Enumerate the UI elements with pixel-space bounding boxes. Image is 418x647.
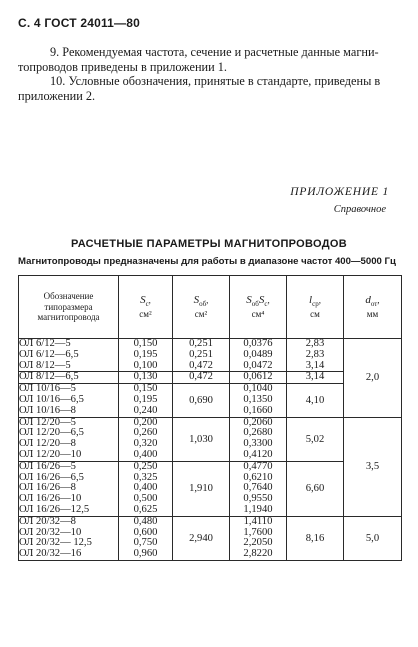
sob-value: 0,472 — [189, 359, 213, 371]
sc-value: 0,195 — [133, 393, 158, 405]
product-value: 2,8220 — [243, 548, 273, 560]
column-header-sob: $S_{об}$, см² — [173, 276, 230, 339]
product-value: 0,3300 — [243, 438, 273, 450]
column-unit: см — [310, 308, 320, 319]
sob-cell — [173, 384, 230, 417]
paragraph-9 — [18, 45, 404, 75]
paragraph-9-first-line: 9. Рекомендуемая частота, сечение и расчетные данные магни- — [50, 45, 379, 59]
sob-cell — [173, 339, 230, 372]
sc-value: 0,260 — [133, 427, 158, 439]
lcp-value: 5,02 — [305, 433, 325, 445]
column-header-product: $S_{об}S_c$, см⁴ — [230, 276, 287, 339]
sc-value: 0,625 — [133, 503, 158, 515]
sob-value: 0,251 — [189, 348, 213, 360]
dot-cell — [344, 417, 402, 516]
designation: ОЛ 10/16—5 — [19, 383, 76, 395]
product-value: 0,0489 — [243, 348, 273, 360]
product-value: 0,0376 — [243, 338, 273, 349]
designation-cell — [19, 384, 119, 417]
designation: ОЛ 16/26—6,5 — [19, 471, 84, 483]
designation: ОЛ 16/26—8 — [19, 482, 76, 494]
designation: ОЛ 10/16—6,5 — [19, 393, 84, 405]
designation: ОЛ 16/26—10 — [19, 493, 82, 505]
lcp-cell — [287, 461, 344, 516]
table-header-row — [19, 276, 402, 339]
product-value: 1,1940 — [243, 503, 273, 515]
column-unit: см² — [194, 308, 208, 319]
sc-value: 0,100 — [133, 359, 158, 371]
lcp-cell — [287, 372, 344, 384]
sc-cell — [119, 372, 173, 384]
sob-cell — [173, 417, 230, 461]
lcp-value: 3,14 — [305, 359, 325, 371]
lcp-cell — [287, 516, 344, 560]
dot-value: 5,0 — [365, 532, 380, 544]
product-value: 0,4770 — [243, 460, 273, 472]
lcp-cell — [287, 384, 344, 417]
dot-cell — [344, 339, 402, 418]
sc-cell — [119, 417, 173, 461]
designation: ОЛ 12/20—8 — [19, 438, 76, 450]
designation: ОЛ 8/12—5 — [19, 359, 71, 371]
product-value: 0,1660 — [243, 404, 273, 416]
lcp-value: 2,83 — [305, 348, 325, 360]
sc-value: 0,400 — [133, 448, 158, 460]
sob-value: 2,940 — [189, 532, 213, 544]
product-value: 1,4110 — [243, 515, 273, 527]
table-subtitle: Магнитопроводы предназначены для работы в диапазоне частот 400—5000 Гц — [18, 256, 396, 267]
table-row — [19, 339, 402, 372]
sc-value: 0,240 — [133, 404, 158, 416]
designation: ОЛ 12/20—10 — [19, 448, 82, 460]
column-header-designation — [19, 276, 119, 339]
sob-value: 1,030 — [189, 433, 213, 445]
product-value: 0,2680 — [243, 427, 273, 439]
column-unit: см² — [139, 308, 152, 319]
sob-value: 0,251 — [189, 338, 213, 349]
column-unit: см⁴ — [251, 308, 265, 319]
designation: ОЛ 12/20—6,5 — [19, 427, 84, 439]
sob-value: 0,472 — [189, 371, 213, 383]
designation: ОЛ 20/32—8 — [19, 515, 76, 527]
sob-cell — [173, 372, 230, 384]
designation: ОЛ 16/26—12,5 — [19, 503, 90, 515]
column-header-lcp: $l_{ср}$, см — [287, 276, 344, 339]
product-value: 1,7600 — [243, 526, 273, 538]
product-value: 0,0612 — [243, 371, 273, 383]
product-cell — [230, 384, 287, 417]
dot-value: 2,0 — [365, 372, 380, 384]
paragraph-10-continuation: приложении 2. — [18, 89, 96, 104]
sc-value: 0,150 — [133, 338, 158, 349]
dot-value: 3,5 — [365, 461, 380, 473]
sc-value: 0,200 — [133, 416, 158, 428]
sc-value: 0,960 — [133, 548, 158, 560]
sc-cell — [119, 339, 173, 372]
product-cell — [230, 339, 287, 372]
lcp-value: 3,14 — [305, 371, 325, 383]
product-value: 0,4120 — [243, 448, 273, 460]
sc-cell — [119, 461, 173, 516]
designation-cell — [19, 417, 119, 461]
parameters-table — [18, 275, 402, 561]
column-unit: мм — [366, 308, 379, 319]
column-header-sc: $S_c$, см² — [119, 276, 173, 339]
sc-value: 0,400 — [133, 482, 158, 494]
product-value: 0,9550 — [243, 493, 273, 505]
table-row — [19, 516, 402, 560]
paragraph-10 — [18, 74, 404, 104]
product-cell — [230, 516, 287, 560]
sc-value: 0,250 — [133, 460, 158, 472]
sc-value: 0,500 — [133, 493, 158, 505]
designation-cell — [19, 339, 119, 372]
lcp-value: 6,60 — [305, 483, 325, 495]
designation: ОЛ 20/32—10 — [19, 526, 82, 538]
designation: ОЛ 6/12—6,5 — [19, 348, 79, 360]
product-value: 0,2060 — [243, 416, 273, 428]
sob-value: 0,690 — [189, 394, 213, 406]
designation: ОЛ 16/26—5 — [19, 460, 76, 472]
designation-header-line: типоразмера — [44, 301, 93, 312]
designation-header-line: Обозначение — [43, 290, 94, 301]
product-value: 0,6210 — [243, 471, 273, 483]
designation-header-line: магнитопровода — [37, 312, 100, 323]
sc-cell — [119, 516, 173, 560]
table-row — [19, 417, 402, 461]
designation-cell — [19, 372, 119, 384]
sc-value: 0,325 — [133, 471, 158, 483]
designation-cell — [19, 461, 119, 516]
sc-value: 0,150 — [133, 383, 158, 395]
sc-value: 0,480 — [133, 515, 158, 527]
lcp-cell — [287, 417, 344, 461]
designation: ОЛ 20/32—16 — [19, 548, 82, 560]
lcp-cell — [287, 339, 344, 372]
sc-value: 0,600 — [133, 526, 158, 538]
product-value: 0,1350 — [243, 393, 273, 405]
product-value: 0,1040 — [243, 383, 273, 395]
product-cell — [230, 461, 287, 516]
sc-cell — [119, 384, 173, 417]
product-cell — [230, 417, 287, 461]
sc-value: 0,320 — [133, 438, 158, 450]
paragraph-10-first-line: 10. Условные обозначения, принятые в стандарте, приведены в — [50, 74, 381, 88]
sob-cell — [173, 516, 230, 560]
designation: ОЛ 12/20—5 — [19, 416, 76, 428]
sob-value: 1,910 — [189, 483, 213, 495]
product-value: 0,7640 — [243, 482, 273, 494]
designation-cell — [19, 516, 119, 560]
product-value: 2,2050 — [243, 537, 273, 549]
sob-cell — [173, 461, 230, 516]
paragraph-9-continuation: топроводов приведены в приложении 1. — [18, 60, 228, 75]
lcp-value: 2,83 — [305, 338, 325, 349]
sc-value: 0,750 — [133, 537, 158, 549]
designation: ОЛ 20/32— 12,5 — [19, 537, 92, 549]
sc-value: 0,195 — [133, 348, 158, 360]
appendix-title: ПРИЛОЖЕНИЕ 1 — [290, 186, 389, 198]
dot-cell — [344, 516, 402, 560]
product-cell — [230, 372, 287, 384]
page-header: С. 4 ГОСТ 24011—80 — [18, 16, 141, 30]
lcp-value: 4,10 — [305, 394, 325, 406]
lcp-value: 8,16 — [305, 532, 325, 544]
column-header-dot: $d_{от}$, мм — [344, 276, 402, 339]
sc-value: 0,130 — [133, 371, 158, 383]
table-title: РАСЧЕТНЫЕ ПАРАМЕТРЫ МАГНИТОПРОВОДОВ — [71, 238, 347, 250]
appendix-note: Справочное — [333, 204, 386, 215]
designation: ОЛ 6/12—5 — [19, 338, 71, 349]
designation: ОЛ 10/16—8 — [19, 404, 76, 416]
product-value: 0,0472 — [243, 359, 273, 371]
designation: ОЛ 8/12—6,5 — [19, 371, 79, 383]
